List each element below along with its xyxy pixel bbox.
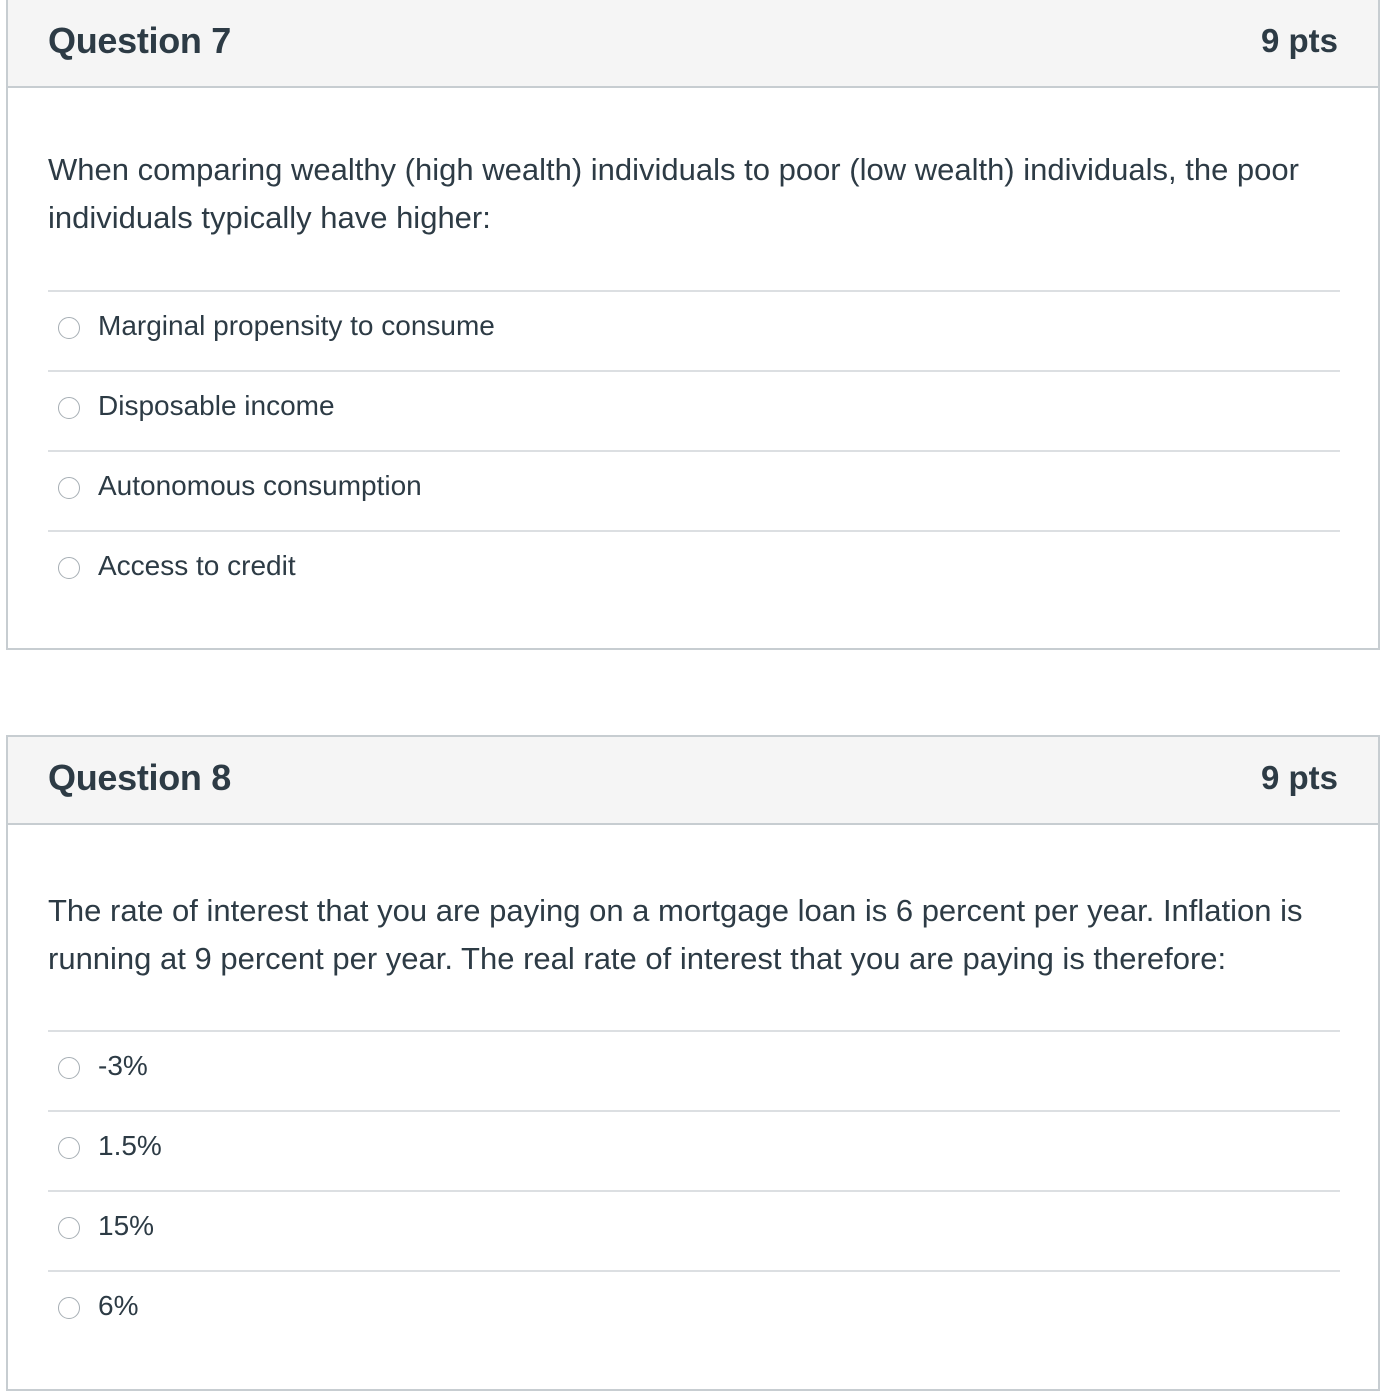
question-header xyxy=(8,0,1378,88)
question-title: Question 8 xyxy=(48,757,232,798)
radio-button[interactable] xyxy=(58,1297,80,1319)
question-points: 9 pts xyxy=(1260,759,1338,796)
question-text: When comparing wealthy (high wealth) individuals to poor (low wealth) individuals, the poor individuals typically have higher: xyxy=(48,152,1299,235)
answer-option[interactable] xyxy=(48,450,1340,530)
answer-label: 1.5% xyxy=(98,1130,162,1161)
answer-label: Disposable income xyxy=(98,390,335,421)
question-title: Question 7 xyxy=(48,20,232,61)
answer-option[interactable] xyxy=(48,1110,1340,1190)
answer-list xyxy=(48,1030,1340,1350)
radio-button[interactable] xyxy=(58,1217,80,1239)
answer-option[interactable] xyxy=(48,1270,1340,1350)
radio-button[interactable] xyxy=(58,557,80,579)
answer-option[interactable] xyxy=(48,290,1340,370)
answer-list xyxy=(48,290,1340,610)
question-points: 9 pts xyxy=(1260,22,1338,59)
answer-label: -3% xyxy=(98,1050,148,1081)
question-7-card xyxy=(6,0,1380,650)
question-8-card xyxy=(6,735,1380,1391)
answer-option[interactable] xyxy=(48,370,1340,450)
answer-label: 15% xyxy=(98,1210,155,1241)
radio-button[interactable] xyxy=(58,397,80,419)
question-text: The rate of interest that you are paying on a mortgage loan is 6 percent per year. Inflation is running at 9 percent per year. The real rate of interest that you are paying is therefore: xyxy=(48,893,1303,976)
radio-button[interactable] xyxy=(58,1057,80,1079)
answer-label: 6% xyxy=(98,1290,139,1321)
answer-label: Autonomous consumption xyxy=(98,470,422,501)
answer-option[interactable] xyxy=(48,1030,1340,1110)
answer-option[interactable] xyxy=(48,530,1340,610)
radio-button[interactable] xyxy=(58,317,80,339)
question-header xyxy=(8,737,1378,825)
radio-button[interactable] xyxy=(58,1137,80,1159)
answer-label: Marginal propensity to consume xyxy=(98,310,495,341)
answer-option[interactable] xyxy=(48,1190,1340,1270)
radio-button[interactable] xyxy=(58,477,80,499)
answer-label: Access to credit xyxy=(98,550,296,581)
